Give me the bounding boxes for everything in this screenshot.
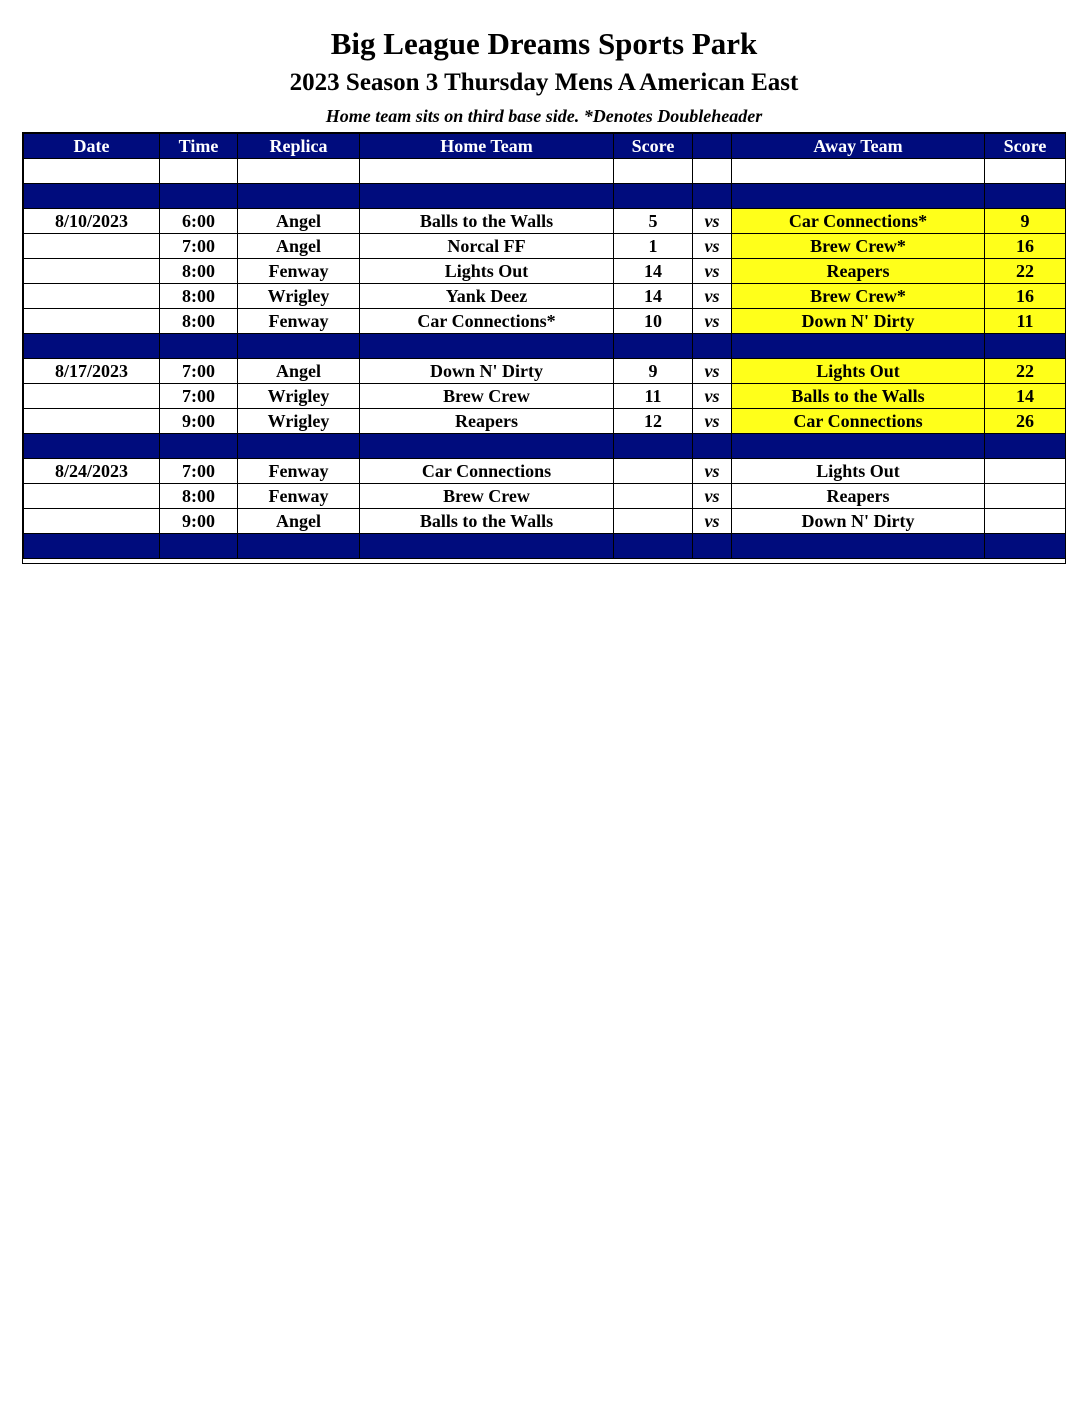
separator-cell <box>985 534 1066 559</box>
away-team-cell: Brew Crew* <box>732 234 985 259</box>
schedule-table <box>23 133 1066 559</box>
home-team-cell: Reapers <box>360 409 614 434</box>
separator-cell <box>614 184 693 209</box>
home-score-cell <box>614 484 693 509</box>
home-team-cell: Yank Deez <box>360 284 614 309</box>
replica-cell: Fenway <box>238 309 360 334</box>
separator-cell <box>360 184 614 209</box>
time-cell: 8:00 <box>160 284 238 309</box>
home-team-cell: Norcal FF <box>360 234 614 259</box>
vs-cell: vs <box>693 384 732 409</box>
vs-cell: vs <box>693 359 732 384</box>
date-cell <box>24 484 160 509</box>
home-score-cell <box>614 459 693 484</box>
separator-cell <box>360 334 614 359</box>
separator-cell <box>160 334 238 359</box>
vs-cell: vs <box>693 234 732 259</box>
replica-cell: Wrigley <box>238 284 360 309</box>
column-header-replica: Replica <box>238 134 360 159</box>
separator-cell <box>24 434 160 459</box>
time-cell: 7:00 <box>160 359 238 384</box>
separator-cell <box>693 534 732 559</box>
away-score-cell: 22 <box>985 259 1066 284</box>
separator-cell <box>985 184 1066 209</box>
home-score-cell: 11 <box>614 384 693 409</box>
date-cell <box>24 409 160 434</box>
away-team-cell: Lights Out <box>732 459 985 484</box>
separator-cell <box>238 334 360 359</box>
away-score-cell <box>985 484 1066 509</box>
replica-cell: Wrigley <box>238 409 360 434</box>
home-score-cell: 14 <box>614 284 693 309</box>
home-score-cell: 1 <box>614 234 693 259</box>
blank-cell <box>693 159 732 184</box>
column-header-away-team: Away Team <box>732 134 985 159</box>
separator-cell <box>238 534 360 559</box>
date-cell: 8/10/2023 <box>24 209 160 234</box>
separator-cell <box>732 184 985 209</box>
separator-cell <box>614 434 693 459</box>
vs-cell: vs <box>693 259 732 284</box>
home-score-cell: 14 <box>614 259 693 284</box>
date-cell: 8/17/2023 <box>24 359 160 384</box>
replica-cell: Angel <box>238 359 360 384</box>
separator-cell <box>238 434 360 459</box>
home-team-cell: Down N' Dirty <box>360 359 614 384</box>
home-team-cell: Balls to the Walls <box>360 209 614 234</box>
separator-cell <box>614 334 693 359</box>
away-score-cell: 22 <box>985 359 1066 384</box>
vs-cell: vs <box>693 484 732 509</box>
replica-cell: Angel <box>238 509 360 534</box>
home-team-cell: Brew Crew <box>360 484 614 509</box>
blank-cell <box>614 159 693 184</box>
away-score-cell: 16 <box>985 284 1066 309</box>
separator-cell <box>360 434 614 459</box>
separator-cell <box>985 334 1066 359</box>
away-score-cell <box>985 509 1066 534</box>
separator-row <box>24 534 1066 559</box>
replica-cell: Angel <box>238 234 360 259</box>
time-cell: 8:00 <box>160 259 238 284</box>
separator-cell <box>693 184 732 209</box>
vs-cell: vs <box>693 209 732 234</box>
table-row <box>24 484 1066 509</box>
blank-cell <box>360 159 614 184</box>
column-header-away-score: Score <box>985 134 1066 159</box>
separator-cell <box>732 334 985 359</box>
separator-row <box>24 334 1066 359</box>
separator-cell <box>693 434 732 459</box>
date-cell <box>24 309 160 334</box>
schedule-body <box>24 159 1066 559</box>
time-cell: 8:00 <box>160 484 238 509</box>
home-team-cell: Balls to the Walls <box>360 509 614 534</box>
separator-cell <box>985 434 1066 459</box>
replica-cell: Fenway <box>238 484 360 509</box>
away-score-cell: 9 <box>985 209 1066 234</box>
time-cell: 9:00 <box>160 509 238 534</box>
separator-cell <box>160 184 238 209</box>
separator-cell <box>693 334 732 359</box>
replica-cell: Fenway <box>238 459 360 484</box>
home-score-cell: 12 <box>614 409 693 434</box>
separator-cell <box>24 334 160 359</box>
blank-cell <box>24 159 160 184</box>
time-cell: 9:00 <box>160 409 238 434</box>
page-subtitle: 2023 Season 3 Thursday Mens A American East <box>289 69 799 96</box>
vs-cell: vs <box>693 459 732 484</box>
blank-cell <box>732 159 985 184</box>
vs-cell: vs <box>693 509 732 534</box>
vs-cell: vs <box>693 409 732 434</box>
away-team-cell: Car Connections <box>732 409 985 434</box>
replica-cell: Angel <box>238 209 360 234</box>
page-title: Big League Dreams Sports Park <box>330 26 758 61</box>
away-score-cell: 26 <box>985 409 1066 434</box>
separator-cell <box>732 534 985 559</box>
blank-cell <box>160 159 238 184</box>
replica-cell: Wrigley <box>238 384 360 409</box>
blank-cell <box>238 159 360 184</box>
column-header-time: Time <box>160 134 238 159</box>
separator-cell <box>238 184 360 209</box>
blank-cell <box>985 159 1066 184</box>
away-team-cell: Balls to the Walls <box>732 384 985 409</box>
date-cell <box>24 509 160 534</box>
home-team-cell: Brew Crew <box>360 384 614 409</box>
table-row <box>24 359 1066 384</box>
date-cell <box>24 234 160 259</box>
away-score-cell: 14 <box>985 384 1066 409</box>
separator-cell <box>360 534 614 559</box>
separator-cell <box>24 184 160 209</box>
column-header-date: Date <box>24 134 160 159</box>
date-cell <box>24 259 160 284</box>
away-team-cell: Reapers <box>732 259 985 284</box>
away-team-cell: Car Connections* <box>732 209 985 234</box>
separator-cell <box>24 534 160 559</box>
away-team-cell: Lights Out <box>732 359 985 384</box>
table-row <box>24 284 1066 309</box>
replica-cell: Fenway <box>238 259 360 284</box>
date-cell <box>24 384 160 409</box>
time-cell: 7:00 <box>160 384 238 409</box>
away-team-cell: Brew Crew* <box>732 284 985 309</box>
away-team-cell: Down N' Dirty <box>732 509 985 534</box>
column-header-vs <box>693 134 732 159</box>
table-row <box>24 509 1066 534</box>
separator-cell <box>732 434 985 459</box>
home-team-cell: Car Connections* <box>360 309 614 334</box>
home-team-cell: Car Connections <box>360 459 614 484</box>
away-team-cell: Down N' Dirty <box>732 309 985 334</box>
separator-cell <box>160 434 238 459</box>
away-score-cell: 16 <box>985 234 1066 259</box>
table-row <box>24 459 1066 484</box>
home-score-cell: 5 <box>614 209 693 234</box>
table-row <box>24 259 1066 284</box>
home-team-cell: Lights Out <box>360 259 614 284</box>
separator-cell <box>614 534 693 559</box>
separator-row <box>24 184 1066 209</box>
time-cell: 8:00 <box>160 309 238 334</box>
vs-cell: vs <box>693 309 732 334</box>
schedule-note: Home team sits on third base side. *Denotes Doubleheader <box>325 106 763 126</box>
date-cell <box>24 284 160 309</box>
date-cell: 8/24/2023 <box>24 459 160 484</box>
table-row <box>24 409 1066 434</box>
column-header-home-score: Score <box>614 134 693 159</box>
away-team-cell: Reapers <box>732 484 985 509</box>
table-row <box>24 234 1066 259</box>
time-cell: 7:00 <box>160 459 238 484</box>
time-cell: 6:00 <box>160 209 238 234</box>
column-header-home-team: Home Team <box>360 134 614 159</box>
home-score-cell: 10 <box>614 309 693 334</box>
away-score-cell: 11 <box>985 309 1066 334</box>
home-score-cell: 9 <box>614 359 693 384</box>
table-row <box>24 309 1066 334</box>
separator-cell <box>160 534 238 559</box>
home-score-cell <box>614 509 693 534</box>
vs-cell: vs <box>693 284 732 309</box>
table-row <box>24 384 1066 409</box>
time-cell: 7:00 <box>160 234 238 259</box>
away-score-cell <box>985 459 1066 484</box>
blank-row <box>24 159 1066 184</box>
table-header-row <box>24 134 1066 159</box>
separator-row <box>24 434 1066 459</box>
table-row <box>24 209 1066 234</box>
